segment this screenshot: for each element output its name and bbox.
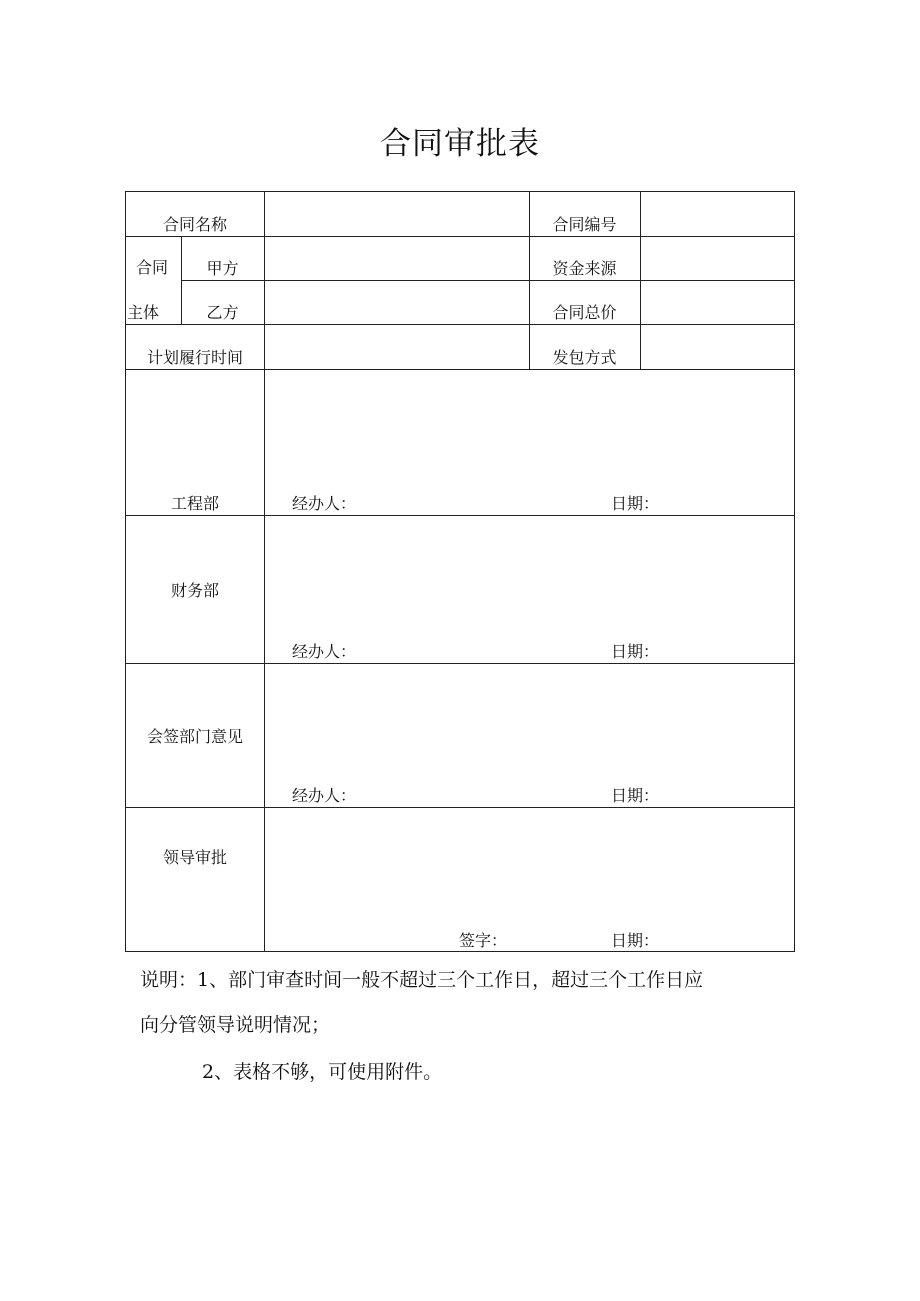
note-line-3: 2、表格不够，可使用附件。 (202, 1061, 443, 1083)
leadership-signature-label: 签字： (459, 931, 508, 950)
row-divider (126, 807, 794, 808)
finance-date-label: 日期： (611, 642, 660, 661)
countersign-handler-label: 经办人： (292, 786, 357, 805)
leadership-date-label: 日期： (611, 931, 660, 950)
party-b-label: 乙方 (206, 303, 239, 322)
note-line-2: 向分管领导说明情况； (140, 1014, 331, 1036)
fund-source-label: 资金来源 (552, 259, 617, 278)
finance-handler-label: 经办人： (292, 642, 357, 661)
finance-label: 财务部 (170, 581, 219, 600)
engineering-handler-label: 经办人： (292, 494, 357, 513)
countersign-label: 会签部门意见 (146, 727, 243, 746)
contract-approval-table (125, 191, 795, 952)
row-divider (126, 515, 794, 516)
contract-number-label: 合同编号 (552, 215, 617, 234)
contract-method-label: 发包方式 (552, 348, 617, 367)
contract-name-label: 合同名称 (162, 215, 227, 234)
row-divider (181, 280, 794, 281)
row-divider (126, 236, 794, 237)
row-divider (126, 369, 794, 370)
engineering-label: 工程部 (170, 494, 219, 513)
contract-party-label-2: 主体 (127, 303, 160, 322)
note-line-1: 说明：1、部门审查时间一般不超过三个工作日，超过三个工作日应 (140, 969, 704, 991)
row-divider (126, 663, 794, 664)
leadership-label: 领导审批 (162, 848, 227, 867)
page-title: 合同审批表 (380, 126, 540, 162)
countersign-date-label: 日期： (611, 786, 660, 805)
row-divider (126, 324, 794, 325)
planned-time-label: 计划履行时间 (146, 348, 243, 367)
contract-party-label: 合同 (136, 258, 169, 277)
engineering-date-label: 日期： (611, 494, 660, 513)
col-divider (640, 192, 641, 369)
party-a-label: 甲方 (206, 259, 239, 278)
contract-total-label: 合同总价 (552, 303, 617, 322)
col-divider (264, 192, 265, 951)
